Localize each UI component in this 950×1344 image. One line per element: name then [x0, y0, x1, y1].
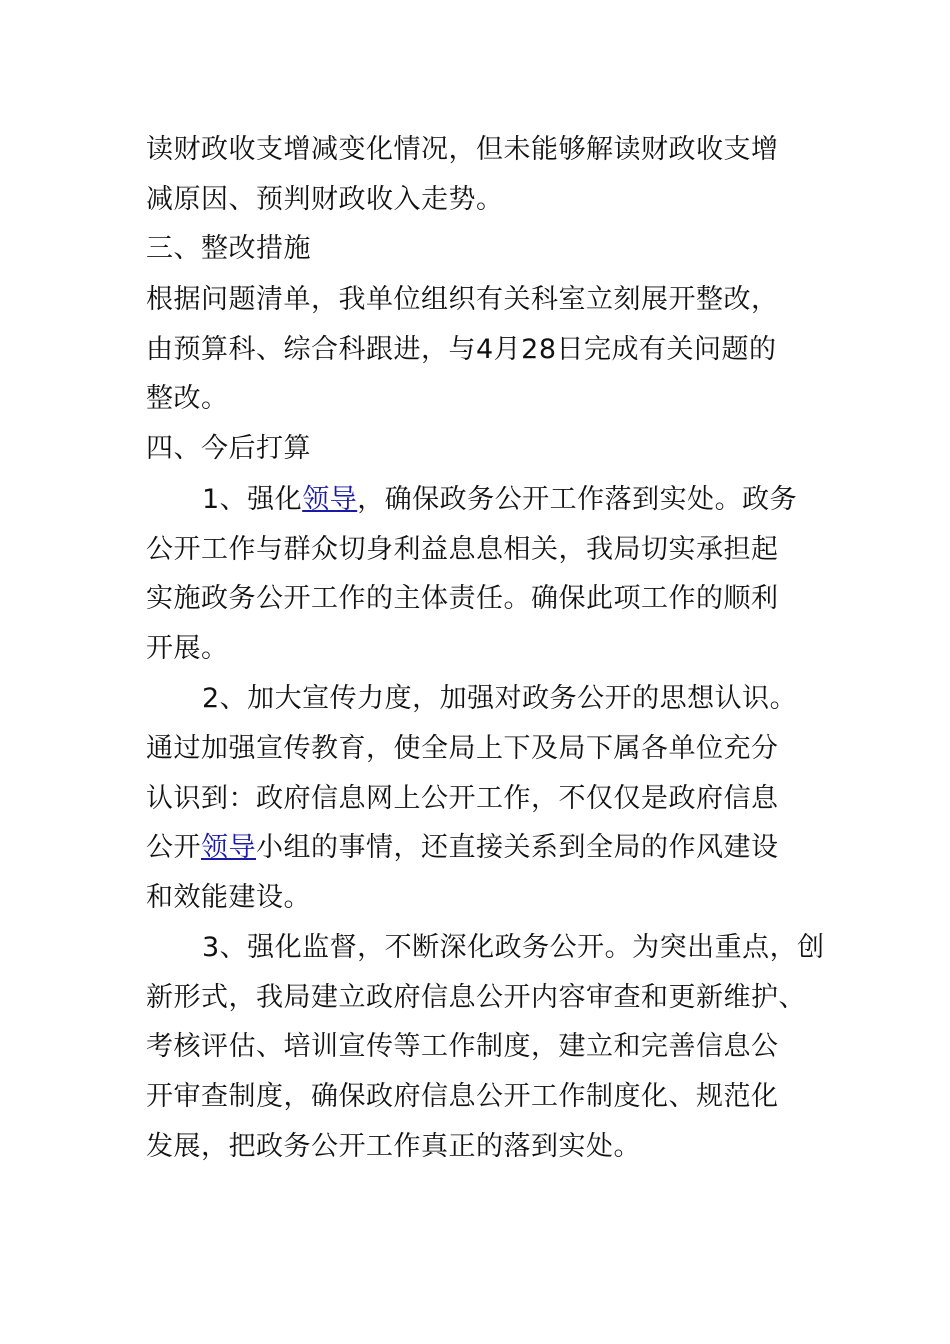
- section-heading-4: 四、今后打算: [146, 433, 311, 464]
- text-span: 1、强化: [202, 484, 303, 515]
- text-line: 通过加强宣传教育，使全局上下及局下属各单位充分: [146, 733, 779, 764]
- text-line: 整改。: [146, 383, 229, 414]
- paragraph-3-line-1: 3、强化监督，不断深化政务公开。为突出重点，创: [202, 932, 825, 963]
- text-line: 开展。: [146, 633, 229, 664]
- text-line: 由预算科、综合科跟进，与4月28日完成有关问题的: [146, 334, 777, 365]
- paragraph-2-line-4: [146, 831, 779, 865]
- text-line: 根据问题清单，我单位组织有关科室立刻展开整改，: [146, 284, 779, 315]
- text-line: 考核评估、培训宣传等工作制度，建立和完善信息公: [146, 1031, 779, 1062]
- paragraph-2-line-1: 2、加大宣传力度，加强对政务公开的思想认识。: [202, 683, 798, 714]
- text-line: 和效能建设。: [146, 882, 311, 913]
- section-heading-3: 三、整改措施: [146, 233, 311, 264]
- text-line: 实施政务公开工作的主体责任。确保此项工作的顺利: [146, 583, 779, 614]
- text-span: ，确保政务公开工作落到实处。政务: [357, 484, 798, 515]
- text-line: 发展，把政务公开工作真正的落到实处。: [146, 1131, 641, 1162]
- text-line: 认识到：政府信息网上公开工作，不仅仅是政府信息: [146, 783, 779, 814]
- text-span: 公开: [146, 832, 201, 863]
- leadership-link[interactable]: 领导: [302, 484, 358, 515]
- text-line: 开审查制度，确保政府信息公开工作制度化、规范化: [146, 1081, 779, 1112]
- leadership-link[interactable]: 领导: [201, 832, 256, 863]
- paragraph-1-line-1: [202, 483, 797, 517]
- text-line: 读财政收支增减变化情况，但未能够解读财政收支增: [146, 134, 779, 165]
- text-span: 小组的事情，还直接关系到全局的作风建设: [256, 832, 779, 863]
- text-line: 公开工作与群众切身利益息息相关，我局切实承担起: [146, 534, 779, 565]
- text-line: 减原因、预判财政收入走势。: [146, 184, 504, 215]
- text-line: 新形式，我局建立政府信息公开内容审查和更新维护、: [146, 982, 806, 1013]
